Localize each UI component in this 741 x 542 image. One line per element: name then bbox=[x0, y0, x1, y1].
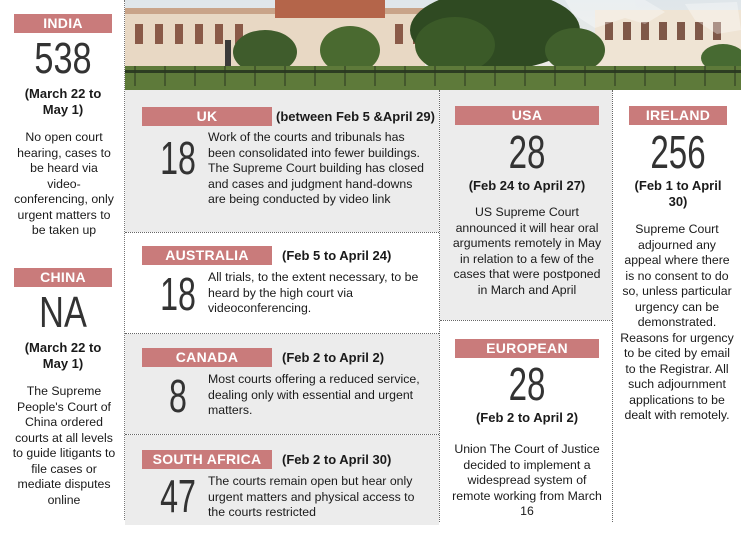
court-building-photo bbox=[125, 0, 741, 90]
southafrica-range: (Feb 2 to April 30) bbox=[282, 452, 392, 467]
european-number: 28 bbox=[508, 358, 546, 410]
divider-uk-australia bbox=[125, 232, 439, 233]
canada-desc: Most courts offering a reduced service, dealing only with essential and urgent matters. bbox=[208, 372, 420, 417]
ireland-range: (Feb 1 to April 30) bbox=[634, 178, 722, 209]
canada-number: 8 bbox=[169, 370, 187, 422]
uk-range: (between Feb 5 &April 29) bbox=[276, 109, 435, 124]
uk-tag: UK bbox=[142, 107, 272, 126]
canada-range: (Feb 2 to April 2) bbox=[282, 350, 385, 365]
ireland-desc: Supreme Court adjourned any appeal where there is no consent to do so, unless particular urgency can be demonstrated. Reasons for urgency to be cited by email to the Registrar. All such adjournment applications to be dealt with remotely. bbox=[620, 222, 734, 422]
india-tag: INDIA bbox=[14, 14, 112, 33]
usa-tag: USA bbox=[455, 106, 599, 125]
divider-usa-ireland bbox=[612, 90, 613, 522]
australia-tag: AUSTRALIA bbox=[142, 246, 272, 265]
southafrica-number: 47 bbox=[160, 470, 196, 522]
china-range: (March 22 to May 1) bbox=[24, 340, 102, 371]
usa-desc: US Supreme Court announced it will hear oral arguments remotely in May in relation to a few of the cases that were postponed in March and April bbox=[452, 205, 602, 297]
european-tag: EUROPEAN bbox=[455, 339, 599, 358]
european-range: (Feb 2 to April 2) bbox=[475, 410, 579, 425]
china-number: NA bbox=[39, 288, 87, 337]
divider-canada-southafrica bbox=[125, 434, 439, 435]
southafrica-desc: The courts remain open but hear only urgent matters and physical access to the courts restricted bbox=[208, 474, 415, 519]
court-building-icon bbox=[125, 0, 741, 90]
china-desc: The Supreme People's Court of China ordered courts at all levels to guide litigants to file cases or mediate disputes online bbox=[12, 384, 116, 507]
australia-range: (Feb 5 to April 24) bbox=[282, 248, 392, 263]
ireland-tag: IRELAND bbox=[629, 106, 727, 125]
ireland-number: 256 bbox=[650, 126, 706, 178]
european-desc: Union The Court of Justice decided to implement a widespread system of remote working from March 16 bbox=[452, 442, 602, 518]
divider-australia-canada bbox=[125, 333, 439, 334]
australia-desc: All trials, to the extent necessary, to be heard by the high court via videoconferencing. bbox=[208, 270, 419, 315]
southafrica-tag: SOUTH AFRICA bbox=[142, 450, 272, 469]
usa-number: 28 bbox=[508, 126, 546, 178]
china-tag: CHINA bbox=[14, 268, 112, 287]
usa-range: (Feb 24 to April 27) bbox=[468, 178, 586, 193]
canada-tag: CANADA bbox=[142, 348, 272, 367]
india-range: (March 22 to May 1) bbox=[24, 86, 102, 117]
india-number: 538 bbox=[34, 34, 92, 83]
australia-number: 18 bbox=[160, 268, 196, 320]
divider-usa-european bbox=[440, 320, 612, 321]
india-desc: No open court hearing, cases to be heard via video-conferencing, only urgent matters to be taken up bbox=[14, 130, 114, 237]
uk-number: 18 bbox=[160, 132, 196, 184]
uk-desc: Work of the courts and tribunals has been consolidated into fewer buildings. The Supreme Court building has closed and cases and judgment hand-downs are being conducted by video link bbox=[208, 130, 425, 206]
